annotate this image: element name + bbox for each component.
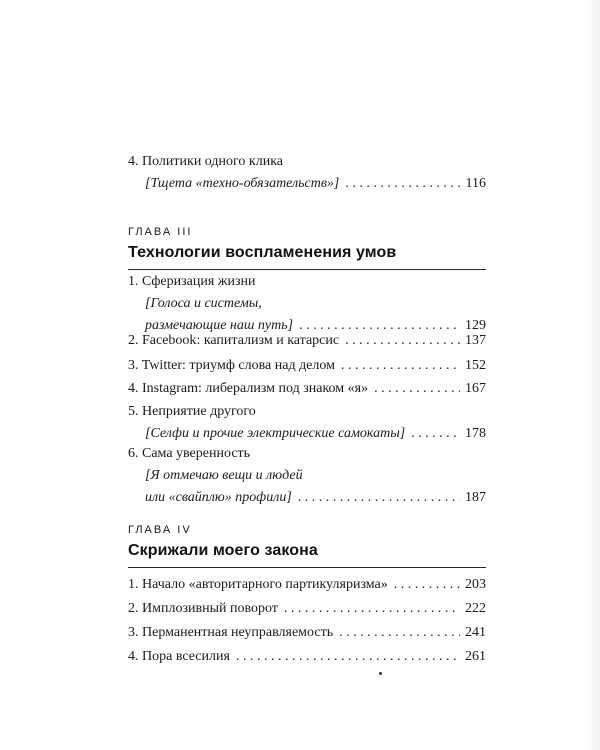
toc-entry-title: 3. Twitter: триумф слова над делом (128, 358, 335, 373)
toc-entry-rejection-other[interactable] (128, 401, 486, 445)
print-speck (379, 672, 382, 675)
toc-entry-title: 2. Facebook: капитализм и катарсис (128, 333, 340, 348)
toc-entry-facebook[interactable] (128, 330, 486, 352)
toc-entry-subtitle: [Тщета «техно-обязательств»] (145, 176, 340, 191)
dot-leader (278, 598, 460, 620)
page-edge-shadow (586, 0, 600, 750)
page-number: 116 (465, 176, 486, 191)
chapter-title: Скрижали моего закона (128, 542, 318, 559)
page-number: 187 (465, 490, 486, 505)
toc-entry-twitter[interactable] (128, 355, 486, 377)
toc-entry-row (128, 598, 486, 620)
page-number: 129 (465, 318, 486, 333)
toc-entry-row (128, 330, 486, 352)
dot-leader (339, 173, 460, 195)
chapter-label: ГЛАВА III (128, 226, 193, 238)
toc-entry-subtitle: [Я отмечаю вещи и людей (145, 468, 303, 483)
toc-entry-title: 4. Пора всесилия (128, 649, 230, 664)
page-number: 222 (465, 601, 486, 616)
toc-entry-row (128, 378, 486, 400)
page-number: 167 (465, 381, 486, 396)
toc-entry-politics-one-click[interactable] (128, 151, 486, 195)
chapter-rule (128, 567, 486, 568)
toc-entry-subtitle: [Селфи и прочие электрические самокаты] (145, 426, 406, 441)
dot-leader (368, 378, 460, 400)
toc-entry-title: 1. Начало «авторитарного партикуляризма» (128, 577, 388, 592)
toc-entry-subtitle: размечающие наш путь] (145, 318, 294, 333)
dot-leader (333, 622, 460, 644)
chapter-label: ГЛАВА IV (128, 524, 192, 536)
dot-leader (388, 574, 460, 596)
dot-leader (230, 646, 460, 668)
toc-entry-subrow (128, 487, 486, 509)
toc-entry-title: 4. Instagram: либерализм под знаком «я» (128, 381, 369, 396)
chapter-rule (128, 269, 486, 270)
page-number: 261 (465, 649, 486, 664)
page-number: 241 (465, 625, 486, 640)
toc-entry-omnipotence[interactable] (128, 646, 486, 668)
toc-entry-spherization[interactable] (128, 271, 486, 337)
dot-leader (339, 330, 460, 352)
toc-entry-authoritarian-particularism[interactable] (128, 574, 486, 596)
toc-entry-permanent-ungovernability[interactable] (128, 622, 486, 644)
dot-leader (335, 355, 460, 377)
toc-entry-title: 2. Имплозивный поворот (128, 601, 278, 616)
toc-entry-self-confidence[interactable] (128, 443, 486, 509)
page-number: 178 (465, 426, 486, 441)
page-number: 137 (465, 333, 486, 348)
toc-entry-subtitle: [Голоса и системы, (145, 296, 262, 311)
toc-entry-implosive-turn[interactable] (128, 598, 486, 620)
toc-entry-subrow (128, 173, 486, 195)
page-number: 152 (465, 358, 486, 373)
dot-leader (405, 423, 460, 445)
toc-entry-title: 3. Перманентная неуправляемость (128, 625, 334, 640)
page-number: 203 (465, 577, 486, 592)
chapter-title: Технологии воспламенения умов (128, 244, 397, 261)
toc-entry-row (128, 574, 486, 596)
toc-entry-subtitle: или «свайплю» профили] (145, 490, 292, 505)
toc-entry-row (128, 355, 486, 377)
toc-entry-title: 4. Политики одного клика (128, 154, 283, 169)
toc-entry-row (128, 646, 486, 668)
toc-entry-title: 1. Сферизация жизни (128, 274, 256, 289)
toc-entry-row (128, 622, 486, 644)
toc-entry-instagram[interactable] (128, 378, 486, 400)
toc-entry-title: 5. Неприятие другого (128, 404, 256, 419)
toc-entry-title: 6. Сама уверенность (128, 446, 251, 461)
dot-leader (292, 487, 460, 509)
toc-entry-subrow (128, 423, 486, 445)
